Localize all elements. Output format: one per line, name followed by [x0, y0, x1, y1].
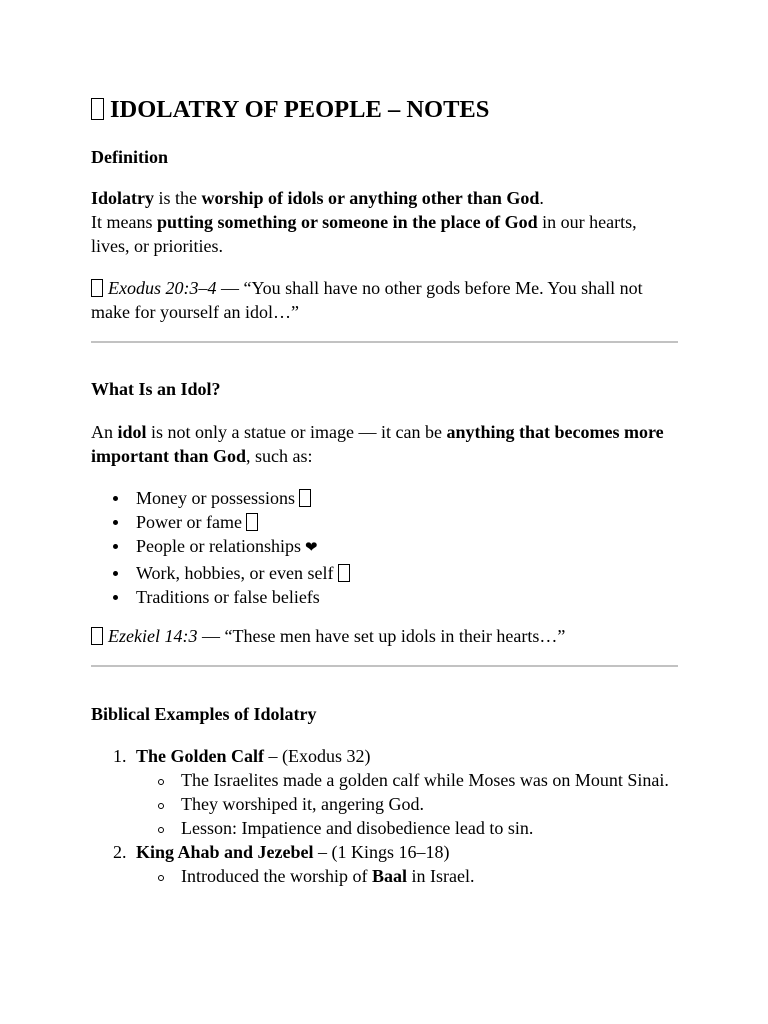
- heart-icon: ❤: [304, 540, 318, 557]
- example-points: [136, 768, 678, 840]
- verse-exodus: [91, 276, 678, 324]
- idol-intro-paragraph: [91, 420, 678, 468]
- term-baal: Baal: [371, 866, 407, 886]
- bullet-icon: [113, 544, 118, 549]
- box-glyph-icon: [91, 279, 103, 297]
- idol-list: [91, 486, 350, 609]
- verse-ezekiel: [91, 624, 678, 648]
- circle-bullet-icon: [158, 827, 164, 833]
- verse-reference: Exodus 20:3–4: [108, 278, 217, 298]
- list-item: [91, 486, 350, 510]
- examples-list: [91, 744, 678, 888]
- term-idol: idol: [117, 422, 147, 442]
- definition-text: is the: [154, 188, 202, 208]
- page-title: [91, 94, 489, 126]
- term-idolatry: Idolatry: [91, 188, 154, 208]
- bullet-icon: [113, 595, 118, 600]
- bullet-icon: [113, 571, 118, 576]
- list-item: [91, 534, 350, 560]
- list-number: 1.: [113, 746, 127, 766]
- list-item-label: Traditions or false beliefs: [136, 586, 320, 607]
- example-points: [136, 864, 678, 888]
- idol-intro-text: An: [91, 422, 118, 442]
- definition-paragraph: [91, 186, 678, 258]
- box-glyph-icon: [91, 98, 104, 120]
- bullet-icon: [113, 520, 118, 525]
- definition-heading: Definition: [91, 147, 169, 167]
- sub-list-item: [136, 792, 678, 816]
- circle-bullet-icon: [158, 875, 164, 881]
- box-glyph-icon: [299, 489, 311, 507]
- example-name: King Ahab and Jezebel: [136, 842, 314, 862]
- idol-intro-text: is not only a statue or image — it can be: [146, 422, 447, 442]
- idol-heading: What Is an Idol?: [91, 379, 221, 399]
- box-glyph-icon: [246, 513, 258, 531]
- example-reference: – (1 Kings 16–18): [313, 842, 450, 862]
- definition-text: It means: [91, 212, 157, 232]
- list-item-label: Work, hobbies, or even self: [136, 562, 334, 583]
- example-item: [91, 744, 678, 840]
- list-item-label: Money or possessions: [136, 488, 296, 508]
- list-item-label: Power or fame: [136, 512, 242, 533]
- section-divider: [91, 665, 678, 667]
- list-number: 2.: [113, 842, 127, 862]
- sub-list-item: [136, 864, 678, 888]
- definition-emphasis: worship of idols or anything other than God: [201, 188, 540, 208]
- sub-list-item-text: They worshiped it, angering God.: [181, 794, 424, 814]
- example-reference: – (Exodus 32): [264, 746, 371, 766]
- section-divider: [91, 341, 678, 343]
- circle-bullet-icon: [158, 803, 164, 809]
- definition-text: .: [539, 188, 544, 208]
- idol-intro-text: , such as:: [246, 446, 313, 466]
- verse-text: — “These men have set up idols in their hearts…”: [197, 626, 566, 646]
- idol-emphasis: anything that becomes more important than God: [91, 422, 664, 466]
- list-item: [91, 585, 350, 609]
- sub-list-item-text: The Israelites made a golden calf while Moses was on Mount Sinai.: [181, 770, 669, 790]
- box-glyph-icon: [338, 564, 350, 582]
- example-item: [91, 840, 678, 888]
- sub-list-item-text: Lesson: Impatience and disobedience lead to sin.: [181, 818, 534, 838]
- circle-bullet-icon: [158, 779, 164, 785]
- examples-heading: Biblical Examples of Idolatry: [91, 704, 317, 724]
- definition-emphasis: putting something or someone in the place of God: [156, 212, 538, 232]
- sub-list-item: [136, 816, 678, 840]
- example-name: The Golden Calf: [136, 746, 265, 766]
- sub-list-item: [136, 768, 678, 792]
- box-glyph-icon: [91, 627, 103, 645]
- sub-list-item-text: in Israel.: [406, 866, 475, 886]
- list-item: [91, 561, 350, 585]
- sub-list-item-text: Introduced the worship of: [181, 866, 372, 886]
- definition-text: in our hearts, lives, or priorities.: [91, 212, 637, 256]
- list-item-label: People or relationships: [136, 536, 301, 557]
- page-title-text: IDOLATRY OF PEOPLE – NOTES: [110, 96, 490, 123]
- bullet-icon: [113, 496, 118, 501]
- verse-text: — “You shall have no other gods before Me. You shall not make for yourself an idol…”: [91, 278, 643, 322]
- verse-reference: Ezekiel 14:3: [108, 626, 198, 646]
- list-item: [91, 510, 350, 534]
